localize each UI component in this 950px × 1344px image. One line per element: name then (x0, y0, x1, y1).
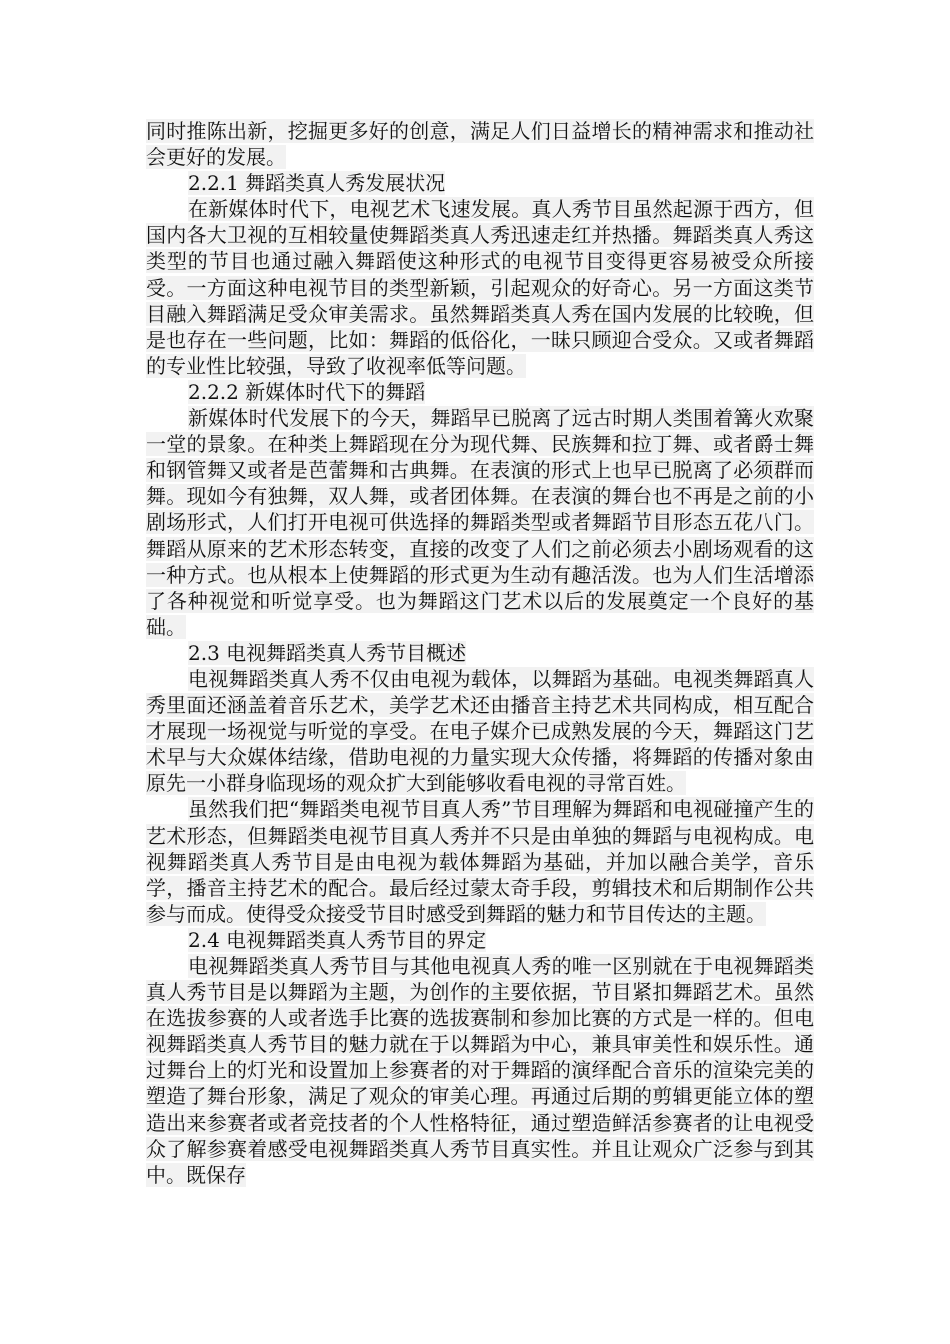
paragraph-text: 同时推陈出新，挖掘更多好的创意，满足人们日益增长的精神需求和推动社会更好的发展。 (146, 119, 814, 170)
section-heading-text: 2.3 电视舞蹈类真人秀节目概述 (188, 640, 467, 665)
paragraph (146, 405, 814, 640)
paragraph (146, 666, 814, 796)
paragraph (146, 796, 814, 926)
section-heading-text: 2.2.2 新媒体时代下的舞蹈 (188, 379, 426, 404)
paragraph-text: 电视舞蹈类真人秀不仅由电视为载体，以舞蹈为基础。电视类舞蹈真人秀里面还涵盖着音乐艺术，美学艺术还由播音主持艺术共同构成，相互配合才展现一场视觉与听觉的享受。在电子媒介已成熟发展的今天，舞蹈这门艺术早与大众媒体结缘，借助电视的力量实现大众传播，将舞蹈的传播对象由原先一小群身临现场的观众扩大到能够收看电视的寻常百姓。 (146, 666, 814, 796)
paragraph-text: 电视舞蹈类真人秀节目与其他电视真人秀的唯一区别就在于电视舞蹈类真人秀节目是以舞蹈为主题，为创作的主要依据，节目紧扣舞蹈艺术。虽然在选拔参赛的人或者选手比赛的选拔赛制和参加比赛的方式是一样的。但电视舞蹈类真人秀节目的魅力就在于以舞蹈为中心，兼具审美性和娱乐性。通过舞台上的灯光和设置加上参赛者的对于舞蹈的演绎配合音乐的渲染完美的塑造了舞台形象，满足了观众的审美心理。再通过后期的剪辑更能立体的塑造出来参赛者或者竞技者的个人性格特征，通过塑造鲜活参赛者的让电视受众了解参赛着感受电视舞蹈类真人秀节目真实性。并且让观众广泛参与到其中。既保存 (146, 954, 814, 1187)
paragraph-text: 虽然我们把“舞蹈类电视节目真人秀”节目理解为舞蹈和电视碰撞产生的艺术形态，但舞蹈类电视节目真人秀并不只是由单独的舞蹈与电视构成。电视舞蹈类真人秀节目是由电视为载体舞蹈为基础，并加以融合美学，音乐学，播音主持艺术的配合。最后经过蒙太奇手段，剪辑技术和后期制作公共参与而成。使得受众接受节目时感受到舞蹈的魅力和节目传达的主题。 (146, 797, 814, 926)
section-heading (146, 927, 814, 953)
section-heading (146, 379, 814, 405)
paragraph-text: 在新媒体时代下，电视艺术飞速发展。真人秀节目虽然起源于西方，但国内各大卫视的互相较量使舞蹈类真人秀迅速走红并热播。舞蹈类真人秀这类型的节目也通过融入舞蹈使这种形式的电视节目变得更容易被受众所接受。一方面这种电视节目的类型新颖，引起观众的好奇心。另一方面这类节目融入舞蹈满足受众审美需求。虽然舞蹈类真人秀在国内发展的比较晚，但是也存在一些问题，比如：舞蹈的低俗化，一昧只顾迎合受众。又或者舞蹈的专业性比较强，导致了收视率低等问题。 (146, 197, 814, 378)
section-heading (146, 640, 814, 666)
section-heading (146, 170, 814, 196)
paragraph (146, 953, 814, 1188)
paragraph-text: 新媒体时代发展下的今天，舞蹈早已脱离了远古时期人类围着篝火欢聚一堂的景象。在种类上舞蹈现在分为现代舞、民族舞和拉丁舞、或者爵士舞和钢管舞又或者是芭蕾舞和古典舞。在表演的形式上也早已脱离了必须群而舞。现如今有独舞，双人舞，或者团体舞。在表演的舞台也不再是之前的小剧场形式，人们打开电视可供选择的舞蹈类型或者舞蹈节目形态五花八门。舞蹈从原来的艺术形态转变，直接的改变了人们之前必须去小剧场观看的这一种方式。也从根本上使舞蹈的形式更为生动有趣活泼。也为人们生活增添了各种视觉和听觉享受。也为舞蹈这门艺术以后的发展奠定一个良好的基础。 (146, 406, 814, 639)
paragraph (146, 118, 814, 170)
paragraph (146, 196, 814, 379)
section-heading-text: 2.2.1 舞蹈类真人秀发展状况 (188, 171, 446, 196)
section-heading-text: 2.4 电视舞蹈类真人秀节目的界定 (188, 927, 487, 952)
document-body (146, 118, 814, 1188)
